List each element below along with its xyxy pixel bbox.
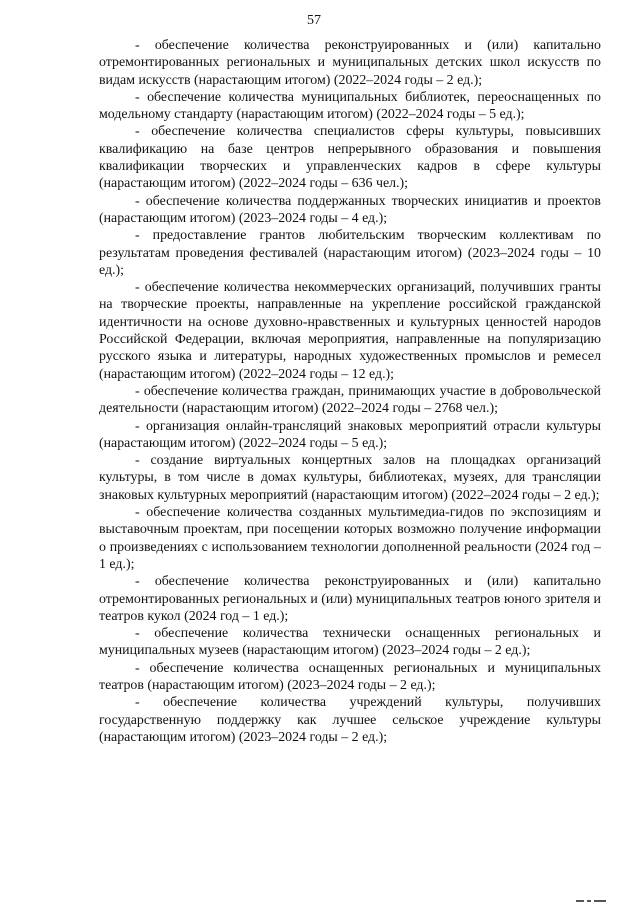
scan-corner-marks [576, 900, 606, 903]
list-item: - обеспечение количества учреждений культуры, получивших государственную поддержку как лучшее сельское учреждение культуры (нарастающим итогом) (2023–2024 годы – 2 ед.); [99, 695, 601, 745]
list-item: - обеспечение количества созданных мультимедиа-гидов по экспозициям и выставочным проектам, при посещении которых возможно получение информации о произведениях с использованием технологии дополненной реальности (2024 год – 1 ед.); [99, 505, 601, 572]
document-body [99, 37, 601, 746]
list-item: - обеспечение количества оснащенных региональных и муниципальных театров (нарастающим итогом) (2023–2024 годы – 2 ед.); [99, 660, 601, 693]
list-item: - создание виртуальных концертных залов на площадках организаций культуры, в том числе в домах культуры, библиотеках, музеях, для трансляции знаковых культурных мероприятий (нарастающим итогом) (2022–2024 годы – 2 ед.); [99, 453, 601, 503]
list-item: - обеспечение количества реконструированных и (или) капитально отремонтированных региональных и (или) муниципальных театров юного зрителя и театров кукол (2024 год – 1 ед.); [99, 574, 601, 624]
list-item: - предоставление грантов любительским творческим коллективам по результатам проведения фестивалей (нарастающим итогом) (2023–2024 годы – 10 ед.); [99, 228, 601, 278]
list-item: - обеспечение количества некоммерческих организаций, получивших гранты на творческие проекты, направленные на укрепление российской гражданской идентичности на основе духовно-нравственных и культурных ценностей народов Российской Федерации, включая мероприятия, направленные на популяризацию русского языка и литературы, народных художественных промыслов и ремесел (нарастающим итогом) (2022–2024 годы – 12 ед.); [99, 280, 601, 382]
page-number: 57 [307, 13, 321, 28]
list-item: - обеспечение количества технически оснащенных региональных и муниципальных музеев (нарастающим итогом) (2023–2024 годы – 2 ед.); [99, 626, 601, 659]
list-item: - обеспечение количества поддержанных творческих инициатив и проектов (нарастающим итогом) (2023–2024 годы – 4 ед.); [99, 193, 601, 226]
list-item: - обеспечение количества реконструированных и (или) капитально отремонтированных региональных и муниципальных детских школ искусств по видам искусств (нарастающим итогом) (2022–2024 годы – 2 ед.); [99, 38, 601, 88]
list-item: - обеспечение количества специалистов сферы культуры, повысивших квалификацию на базе центров непрерывного образования и повышения квалификации творческих и управленческих кадров в сфере культуры (нарастающим итогом) (2022–2024 годы – 636 чел.); [99, 124, 601, 192]
list-item: - организация онлайн-трансляций знаковых мероприятий отрасли культуры (нарастающим итогом) (2022–2024 годы – 5 ед.); [99, 418, 601, 451]
list-item: - обеспечение количества граждан, принимающих участие в добровольческой деятельности (нарастающим итогом) (2022–2024 годы – 2768 чел.); [99, 383, 601, 417]
list-item: - обеспечение количества муниципальных библиотек, переоснащенных по модельному стандарту (нарастающим итогом) (2022–2024 годы – 5 ед.); [99, 89, 601, 123]
